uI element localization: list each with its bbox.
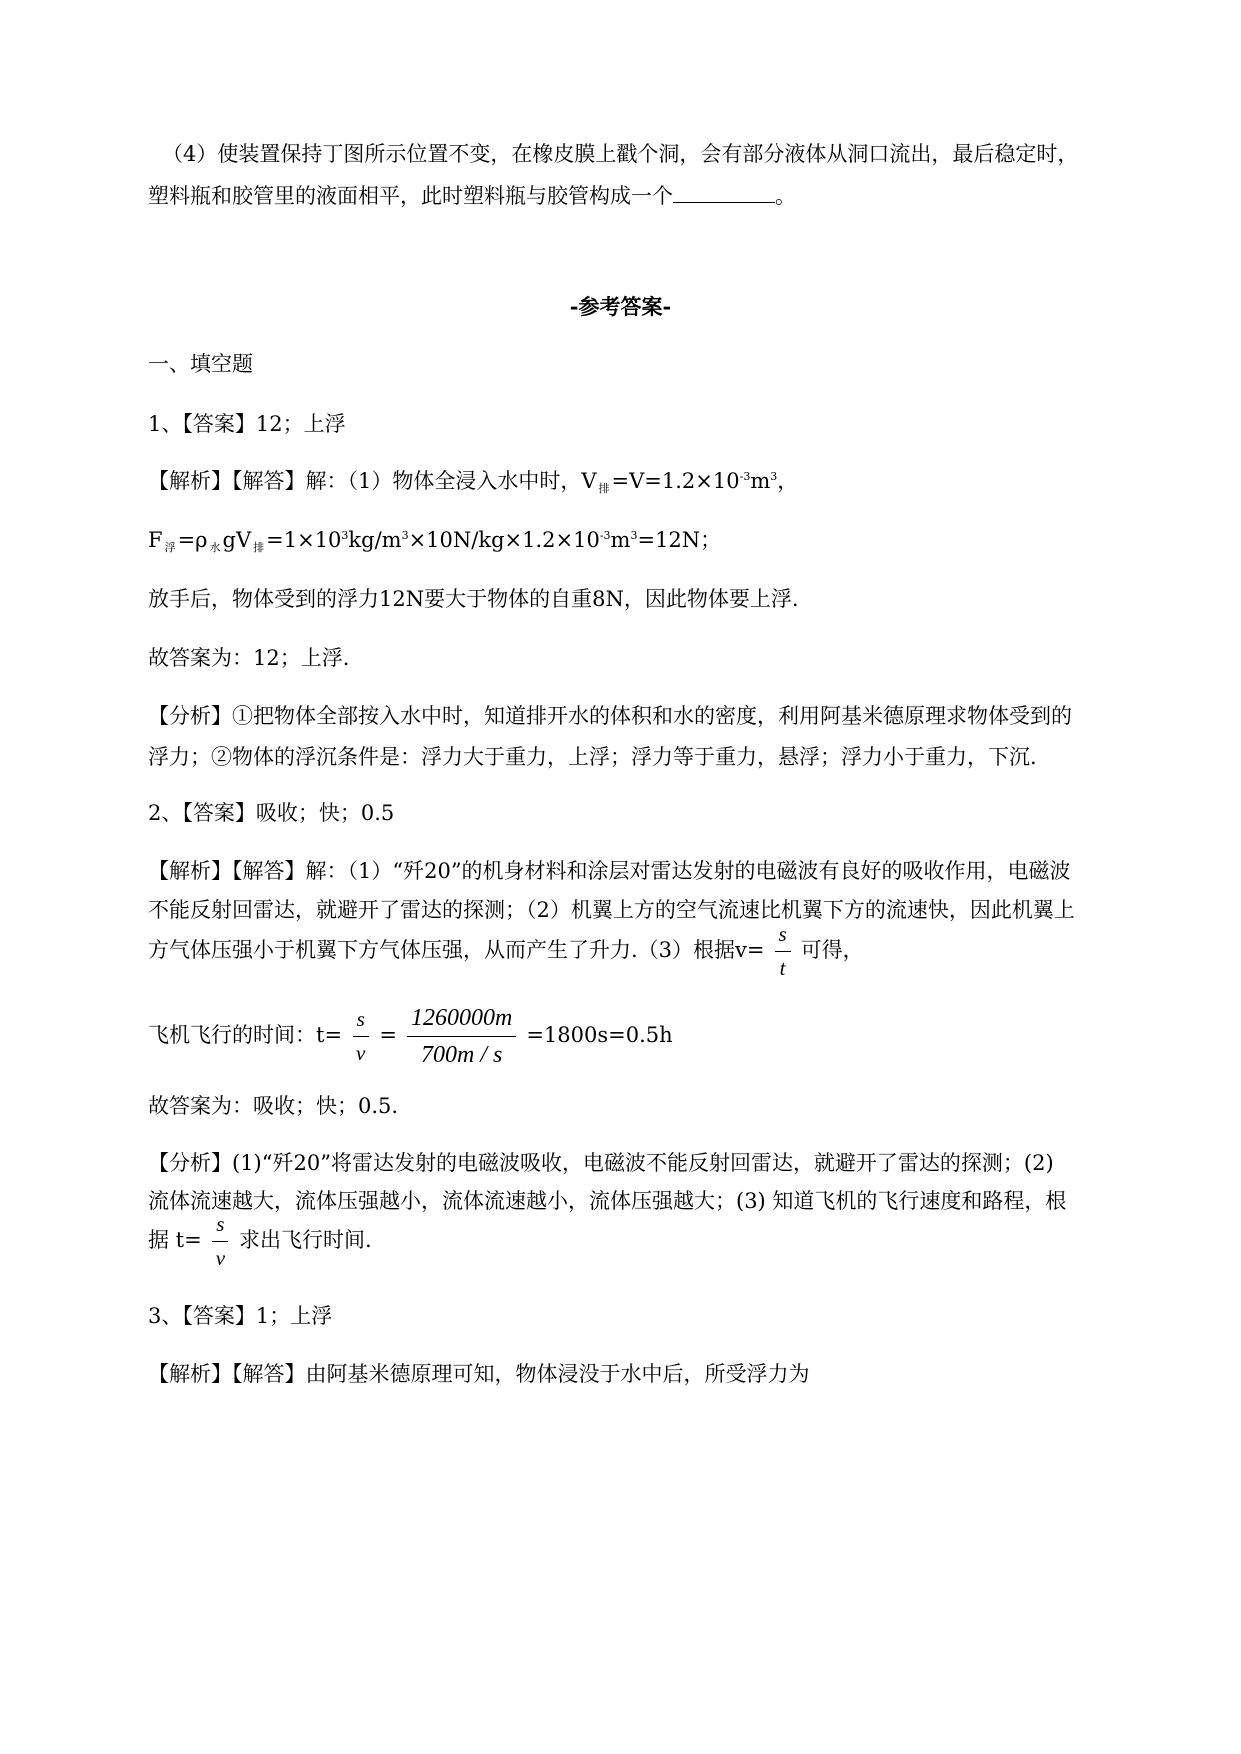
q1-analysis — [148, 471, 798, 494]
q1-analysis-text4: ， — [777, 469, 799, 493]
q1-line3: 放手后，物体受到的浮力12N要大于物体的自重8N，因此物体要上浮. — [148, 587, 799, 611]
formula-sub: 浮 — [164, 541, 176, 554]
q2-jiexi2: 不能反射回雷达，就避开了雷达的探测；（2）机翼上方的空气流速比机翼下方的流速快，因此机翼上 — [148, 898, 1075, 922]
question4-text: 塑料瓶和胶管里的液面相平，此时塑料瓶与胶管构成一个 — [148, 184, 673, 208]
answer-blank — [673, 184, 775, 203]
q1-sub: 排 — [598, 482, 610, 495]
frac-denominator: 700m / s — [420, 1042, 503, 1068]
q2-jiexi3-text2: 可得， — [800, 938, 864, 962]
q2-jiexi3-text: 方气体压强小于机翼下方气体压强，从而产生了升力.（3）根据v= — [148, 938, 765, 962]
q3-answer: 3、【答案】1；上浮 — [148, 1304, 333, 1328]
formula-part: kg/m — [348, 528, 402, 552]
q2-final: 故答案为：吸收；快；0.5. — [148, 1094, 399, 1118]
formula-sup: -3 — [599, 529, 611, 542]
frac-denominator: v — [215, 1246, 226, 1270]
q2-fenxi3-text: 据 t= — [148, 1228, 202, 1252]
q2-time-result: =1800s=0.5h — [526, 1023, 673, 1047]
fraction-s-over-v-2 — [212, 1214, 229, 1269]
q1-line4: 故答案为：12；上浮. — [148, 646, 350, 670]
q1-sup: -3 — [739, 470, 751, 483]
question4-line1: （4）使装置保持丁图所示位置不变，在橡皮膜上戳个洞，会有部分液体从洞口流出，最后稳定时， — [162, 142, 1079, 166]
frac-numerator: s — [353, 1009, 369, 1037]
q2-fenxi2: 流体流速越大，流体压强越小，流体流速越小，流体压强越大；(3) 知道飞机的飞行速度和路程，根 — [148, 1189, 1067, 1213]
formula-sub: 排 — [253, 541, 265, 554]
q1-fenxi2: 浮力；②物体的浮沉条件是：浮力大于重力，上浮；浮力等于重力，悬浮；浮力小于重力，下沉. — [148, 745, 1037, 769]
answer-title: -参考答案- — [569, 294, 672, 319]
formula-sup: 3 — [630, 529, 638, 542]
formula-part: =12N； — [637, 528, 722, 552]
q3-jiexi1: 【解析】【解答】由阿基米德原理可知，物体浸没于水中后，所受浮力为 — [148, 1362, 810, 1386]
formula-sup: 3 — [341, 529, 349, 542]
q2-fenxi3 — [148, 1214, 372, 1269]
frac-denominator: v — [356, 1041, 366, 1065]
q1-formula — [148, 530, 721, 553]
formula-part: gV — [222, 528, 252, 552]
fraction-s-over-v — [352, 1009, 369, 1064]
q2-fenxi1: 【分析】(1)“歼20”将雷达发射的电磁波吸收，电磁波不能反射回雷达，就避开了雷达的探测；(2) — [148, 1151, 1054, 1175]
frac-numerator: 1260000m — [407, 1006, 516, 1037]
q1-fenxi1: 【分析】①把物体全部按入水中时，知道排开水的体积和水的密度，利用阿基米德原理求物体受到的 — [148, 704, 1072, 728]
frac-denominator: t — [779, 956, 786, 980]
q2-time — [148, 1006, 673, 1067]
formula-sup: 3 — [401, 529, 409, 542]
formula-part: ×10N/kg×1.2×10 — [408, 528, 600, 552]
question4-period: 。 — [775, 184, 796, 208]
equals-sign: = — [379, 1023, 397, 1047]
q1-answer: 1、【答案】12；上浮 — [148, 412, 346, 436]
formula-part: F — [148, 528, 163, 552]
fraction-distance-over-speed — [407, 1006, 516, 1067]
formula-part: =1×10 — [266, 528, 342, 552]
frac-numerator: s — [775, 924, 791, 952]
q1-analysis-text3: m — [750, 469, 771, 493]
q1-sup2: 3 — [770, 470, 778, 483]
q2-fenxi3-text2: 求出飞行时间. — [239, 1228, 372, 1252]
q2-jiexi1: 【解析】【解答】解：（1）“歼20”的机身材料和涂层对雷达发射的电磁波有良好的吸收作用，电磁波 — [148, 859, 1071, 883]
formula-part: m — [610, 528, 631, 552]
frac-numerator: s — [212, 1214, 228, 1242]
q1-analysis-text2: =V=1.2×10 — [611, 469, 740, 493]
question4-line2 — [148, 184, 796, 207]
formula-part: =ρ — [177, 528, 208, 552]
q2-jiexi3 — [148, 924, 864, 979]
q2-time-label: 飞机飞行的时间：t= — [148, 1023, 343, 1047]
section-heading: 一、填空题 — [148, 352, 253, 376]
q1-analysis-text: 【解析】【解答】解：（1）物体全浸入水中时，V — [148, 469, 597, 493]
q2-answer: 2、【答案】吸收；快；0.5 — [148, 801, 395, 825]
formula-sub: 水 — [209, 541, 221, 554]
fraction-s-over-t — [775, 924, 791, 979]
